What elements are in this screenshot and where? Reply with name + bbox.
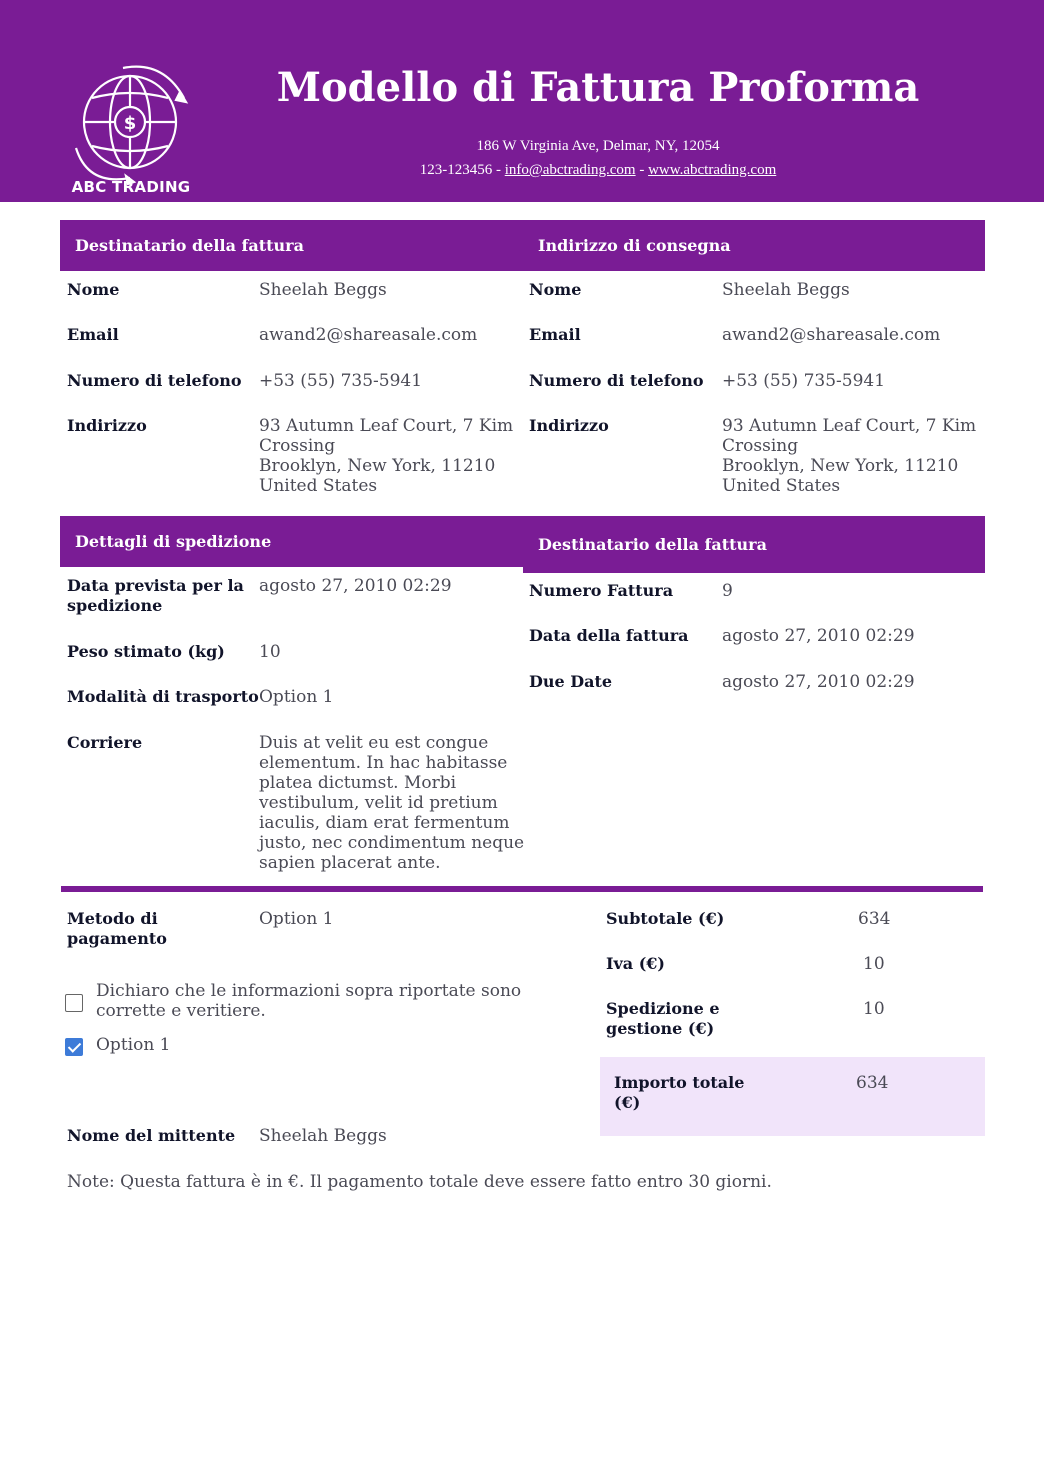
- vat-label: Iva (€): [606, 954, 665, 973]
- invoice-info-heading: Destinatario della fattura: [523, 516, 985, 573]
- billing-phone: +53 (55) 735-5941: [259, 371, 423, 391]
- billing-address-label: Indirizzo: [67, 416, 147, 435]
- company-contact-line: [250, 162, 946, 179]
- option-checkbox-label: Option 1: [96, 1035, 171, 1055]
- total-value: 634: [856, 1073, 889, 1093]
- company-website-link[interactable]: www.abctrading.com: [648, 162, 777, 178]
- declaration-text: Dichiaro che le informazioni sopra riportate sono corrette e veritiere.: [96, 981, 522, 1021]
- billing-email: awand2@shareasale.com: [259, 325, 478, 345]
- carrier-value: Duis at velit eu est congue elementum. In hac habitasse platea dictumst. Morbi vestibulum, velit id pretium iaculis, diam erat fermentum justo, nec condimentum neque sapien placerat ante.: [259, 733, 525, 873]
- payment-method-label: Metodo di pagamento: [67, 909, 167, 948]
- option-checkbox[interactable]: [65, 1038, 83, 1056]
- vat-value: 10: [863, 954, 885, 974]
- shipping-handling-value: 10: [863, 999, 885, 1019]
- company-logo-text: ABC TRADING: [71, 178, 191, 196]
- subtotal-label: Subtotale (€): [606, 909, 725, 928]
- shipping-phone-label: Numero di telefono: [529, 371, 704, 390]
- transport-mode-label: Modalità di trasporto: [67, 687, 259, 706]
- company-address: 186 W Virginia Ave, Delmar, NY, 12054: [476, 138, 720, 154]
- ship-date: agosto 27, 2010 02:29: [259, 576, 452, 596]
- shipping-email: awand2@shareasale.com: [722, 325, 941, 345]
- globe-dollar-icon: [68, 58, 192, 198]
- subtotal-value: 634: [858, 909, 891, 929]
- invoice-note: Note: Questa fattura è in €. Il pagamento totale deve essere fatto entro 30 giorni.: [67, 1172, 772, 1192]
- shipping-address: 93 Autumn Leaf Court, 7 Kim Crossing Brooklyn, New York, 11210 United States: [722, 416, 977, 496]
- billing-name-label: Nome: [67, 280, 120, 299]
- separator: -: [635, 162, 649, 178]
- section-divider: [61, 886, 983, 892]
- declaration-checkbox[interactable]: [65, 994, 83, 1012]
- billing-email-label: Email: [67, 325, 119, 344]
- ship-date-label: Data prevista per la spedizione: [67, 576, 244, 615]
- payment-method: Option 1: [259, 909, 334, 929]
- billing-heading: Destinatario della fattura: [60, 220, 523, 271]
- sender-name: Sheelah Beggs: [259, 1126, 387, 1146]
- separator: -: [492, 162, 505, 178]
- due-date: agosto 27, 2010 02:29: [722, 672, 915, 692]
- carrier-label: Corriere: [67, 733, 143, 752]
- billing-name: Sheelah Beggs: [259, 280, 387, 300]
- shipping-address-label: Indirizzo: [529, 416, 609, 435]
- invoice-number-label: Numero Fattura: [529, 581, 674, 600]
- weight-label: Peso stimato (kg): [67, 642, 225, 661]
- company-email-link[interactable]: info@abctrading.com: [504, 162, 636, 178]
- page-title: Modello di Fattura Proforma: [276, 64, 920, 111]
- invoice-date-label: Data della fattura: [529, 626, 689, 645]
- billing-address: 93 Autumn Leaf Court, 7 Kim Crossing Brooklyn, New York, 11210 United States: [259, 416, 514, 496]
- shipping-handling-label: Spedizione e gestione (€): [606, 999, 720, 1038]
- shipping-details-heading: Dettagli di spedizione: [60, 516, 523, 567]
- shipping-address-heading: Indirizzo di consegna: [523, 220, 985, 271]
- shipping-email-label: Email: [529, 325, 581, 344]
- shipping-name-label: Nome: [529, 280, 582, 299]
- sender-label: Nome del mittente: [67, 1126, 236, 1145]
- shipping-phone: +53 (55) 735-5941: [722, 371, 886, 391]
- transport-mode: Option 1: [259, 687, 334, 707]
- billing-phone-label: Numero di telefono: [67, 371, 242, 390]
- weight-value: 10: [259, 642, 281, 662]
- total-label: Importo totale (€): [614, 1073, 745, 1112]
- shipping-name: Sheelah Beggs: [722, 280, 850, 300]
- company-phone: 123-123456: [419, 162, 493, 178]
- due-date-label: Due Date: [529, 672, 613, 691]
- invoice-number: 9: [722, 581, 733, 601]
- invoice-date: agosto 27, 2010 02:29: [722, 626, 915, 646]
- svg-text:$: $: [123, 113, 137, 134]
